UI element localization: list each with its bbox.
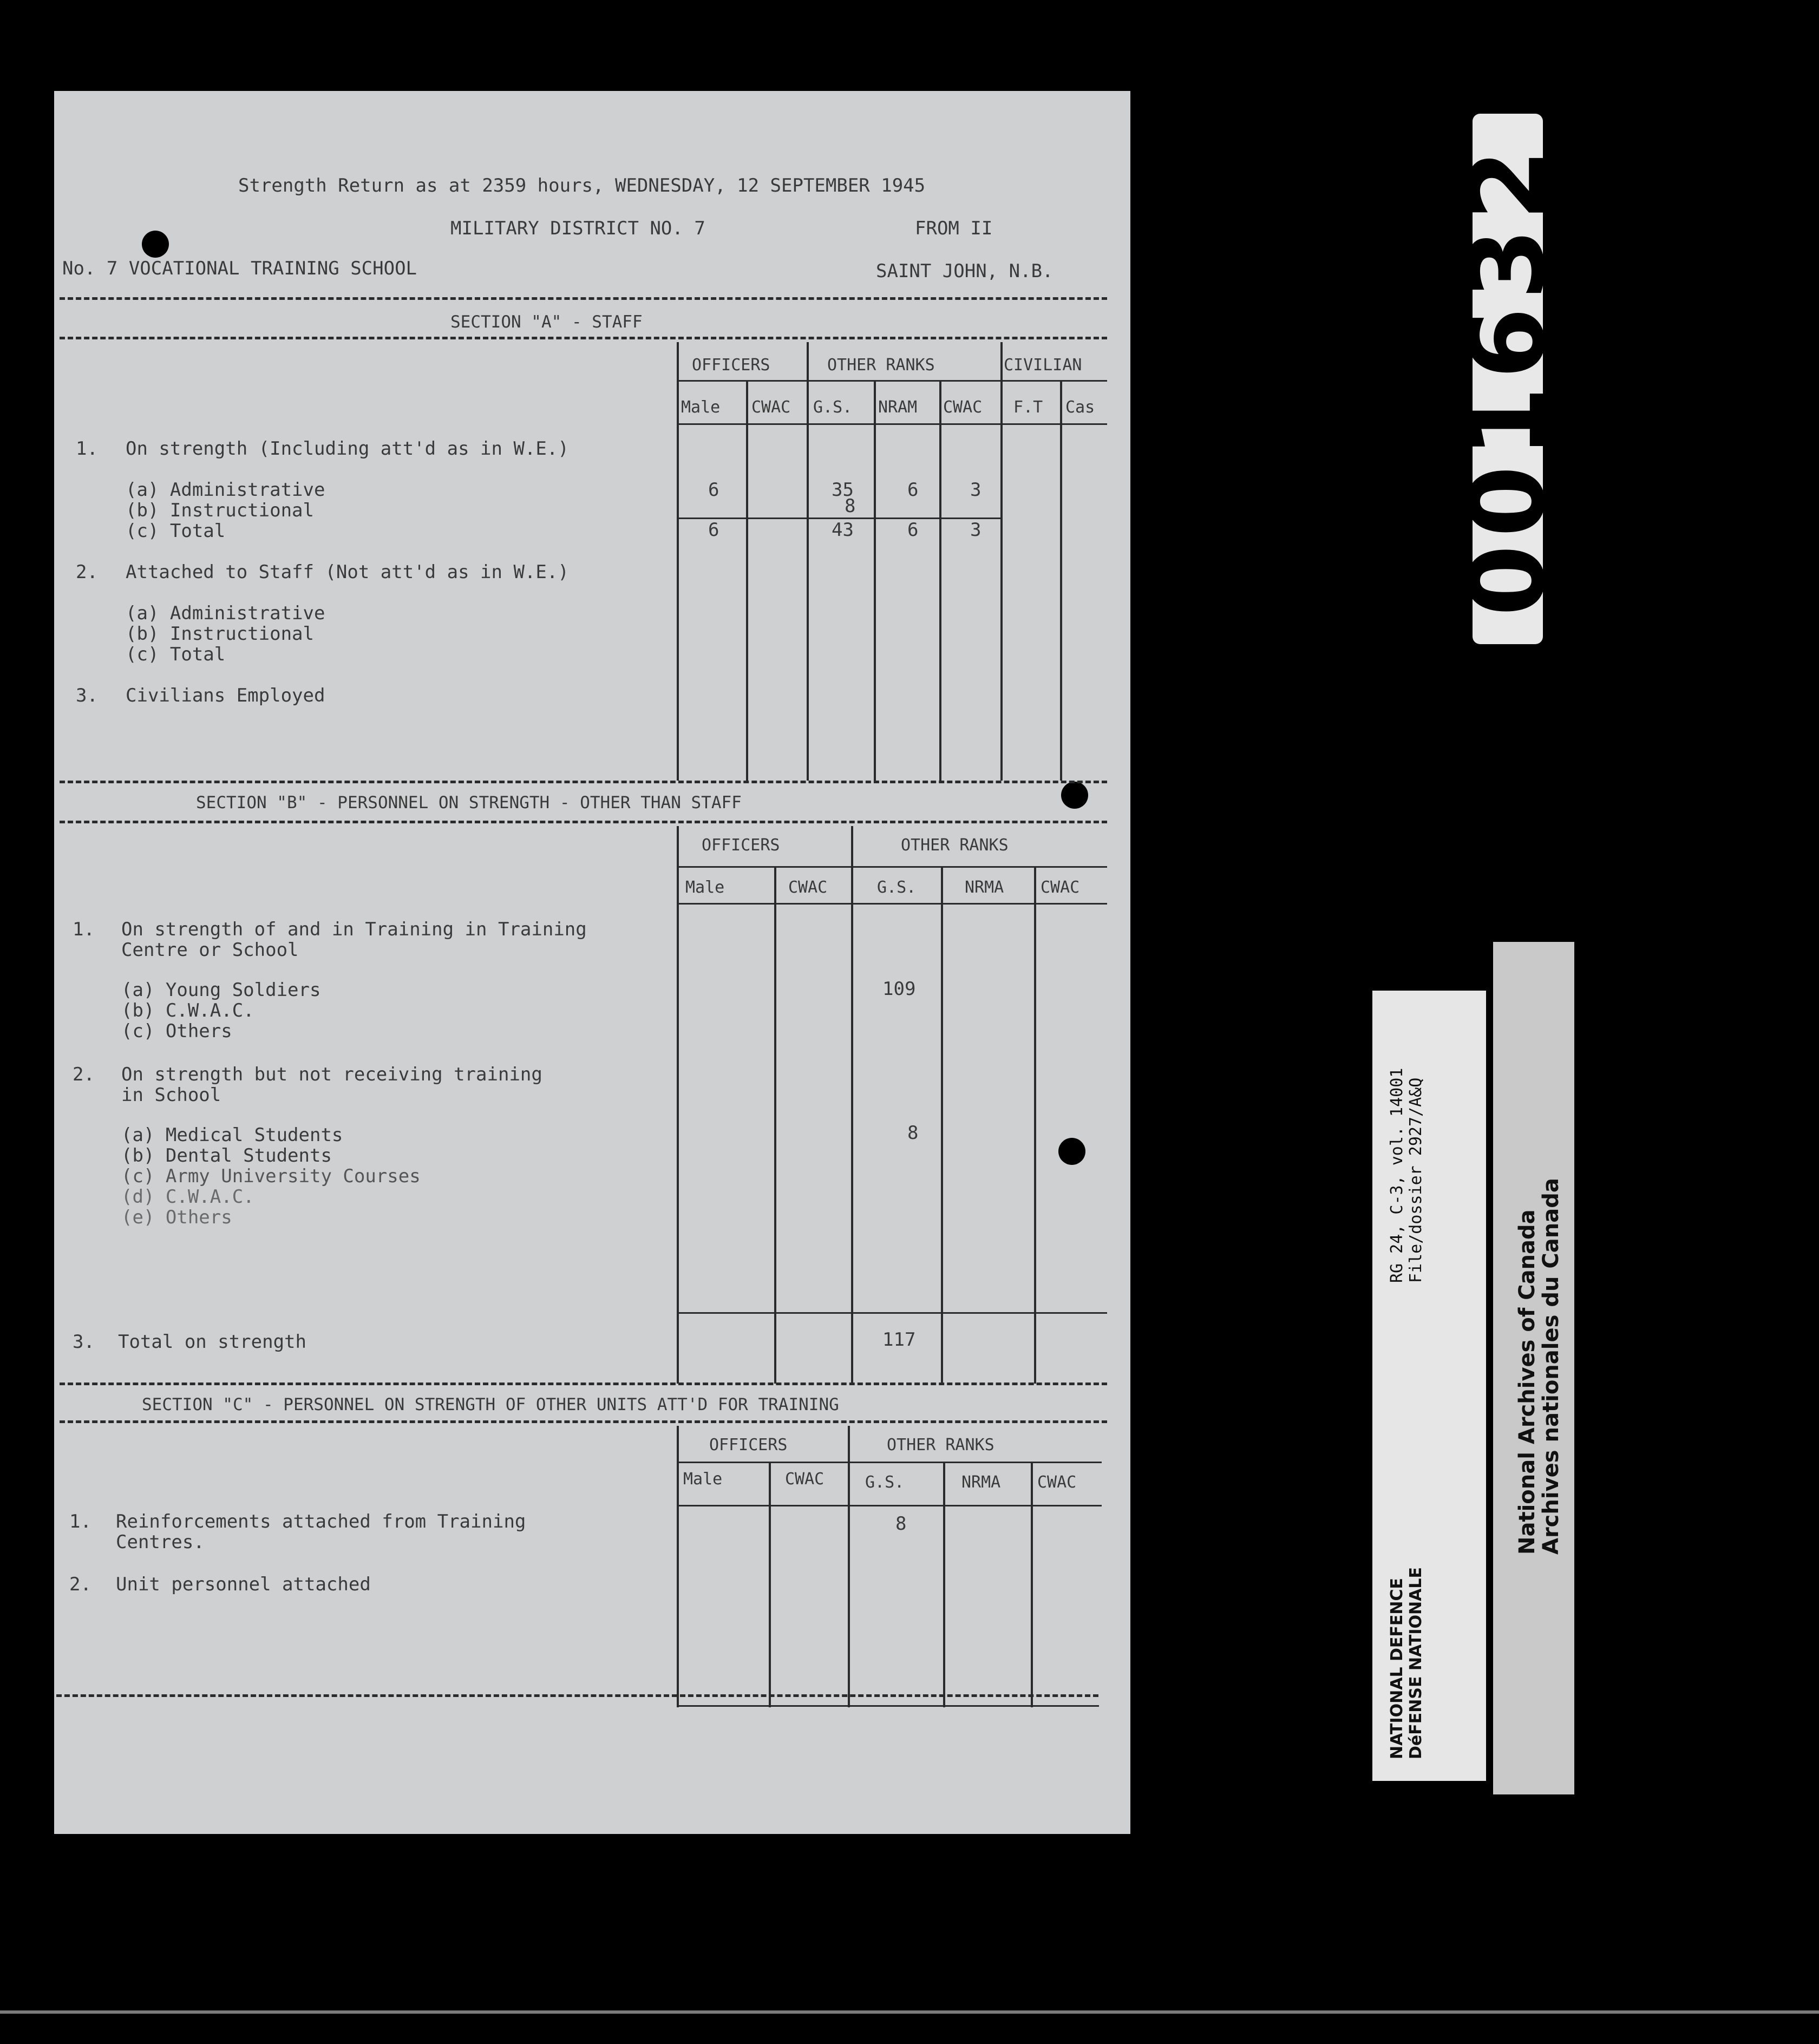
- film-edge: [0, 2010, 1819, 2014]
- row-label: On strength of and in Training in Training: [121, 919, 587, 940]
- col-cwac: CWAC: [785, 1470, 825, 1489]
- col-cwac: CWAC: [1041, 878, 1080, 897]
- row-label: Civilians Employed: [126, 685, 325, 706]
- col-cwac: CWAC: [943, 398, 983, 417]
- column-line: [746, 380, 748, 781]
- archives-name-fr: Archives nationales du Canada: [1539, 1178, 1563, 1555]
- cell-value: 3: [970, 519, 982, 541]
- row-label: (c) Total: [126, 644, 226, 665]
- col-nrma: NRMA: [965, 878, 1004, 897]
- row-number: 2.: [73, 1064, 95, 1085]
- rule: [60, 821, 1107, 823]
- row-number: 1.: [73, 919, 95, 940]
- cell-value: 6: [708, 519, 719, 541]
- cell-value: 6: [907, 519, 919, 541]
- cell-value: 35: [832, 479, 854, 501]
- row-label: (b) Instructional: [126, 500, 314, 521]
- column-line: [1060, 380, 1062, 781]
- rule: [60, 297, 1107, 300]
- row-label: (a) Administrative: [126, 479, 325, 501]
- cell-value: 109: [882, 978, 916, 1000]
- frame-number: 001632: [1448, 141, 1568, 617]
- row-label: Reinforcements attached from Training: [116, 1511, 526, 1532]
- rule: [60, 1383, 1107, 1385]
- column-line: [677, 1426, 679, 1707]
- col-male: Male: [681, 398, 721, 417]
- row-number: 3.: [76, 685, 98, 706]
- section-b-title: SECTION "B" - PERSONNEL ON STRENGTH - OTHER THAN STAFF: [196, 793, 742, 813]
- row-label: (a) Administrative: [126, 602, 325, 624]
- column-line: [941, 866, 943, 1384]
- col-male: Male: [683, 1470, 723, 1489]
- column-line: [774, 866, 776, 1384]
- cell-value: 8: [845, 495, 856, 517]
- column-line: [677, 826, 679, 1384]
- cell-value: 6: [708, 479, 719, 501]
- row-label: Centre or School: [121, 939, 299, 961]
- form-label: FROM II: [915, 218, 993, 239]
- column-line: [939, 380, 941, 781]
- row-label: in School: [121, 1084, 221, 1106]
- row-label: On strength (Including att'd as in W.E.): [126, 438, 569, 460]
- col-group-officers: OFFICERS: [709, 1436, 788, 1455]
- col-cwac: CWAC: [751, 398, 791, 417]
- col-cwac: CWAC: [1037, 1473, 1077, 1492]
- document-page: [54, 91, 1130, 1834]
- column-line: [1034, 866, 1036, 1384]
- column-line: [848, 1426, 850, 1707]
- column-line: [943, 1462, 945, 1707]
- cell-value: 8: [895, 1513, 907, 1535]
- row-number: 1.: [76, 438, 98, 460]
- rule: [677, 1505, 1102, 1506]
- rule: [677, 1705, 1099, 1707]
- row-label: Total on strength: [118, 1331, 306, 1353]
- column-line: [677, 342, 679, 781]
- row-number: 2.: [76, 561, 98, 583]
- col-cas: Cas: [1065, 398, 1095, 417]
- frame-number-stamp: [1448, 114, 1568, 644]
- punch-hole: [1061, 782, 1088, 809]
- return-title: Strength Return as at 2359 hours, WEDNESDAY, 12 SEPTEMBER 1945: [238, 175, 926, 196]
- rule: [677, 1312, 1107, 1314]
- col-group-other-ranks: OTHER RANKS: [827, 356, 935, 375]
- cell-value: 6: [907, 479, 919, 501]
- cell-value: 117: [882, 1329, 916, 1351]
- column-line: [1031, 1462, 1033, 1707]
- column-line: [769, 1462, 771, 1707]
- row-label: (b) Instructional: [126, 623, 314, 645]
- row-label: (e) Others: [121, 1207, 232, 1228]
- row-label: On strength but not receiving training: [121, 1064, 542, 1085]
- reference-line-1: RG 24, C-3, vol. 14001: [1388, 1067, 1406, 1283]
- col-group-other-ranks: OTHER RANKS: [901, 836, 1009, 855]
- row-label: Centres.: [116, 1531, 205, 1553]
- rule: [677, 423, 1107, 425]
- column-line: [874, 380, 876, 781]
- row-label: (a) Medical Students: [121, 1124, 343, 1146]
- punch-hole: [1058, 1138, 1085, 1165]
- punch-hole: [142, 231, 169, 258]
- row-label: (c) Total: [126, 520, 226, 542]
- col-gs: G.S.: [877, 878, 917, 897]
- col-gs: G.S.: [865, 1473, 905, 1492]
- section-c-title: SECTION "C" - PERSONNEL ON STRENGTH OF OTHER UNITS ATT'D FOR TRAINING: [142, 1395, 839, 1414]
- row-number: 2.: [69, 1574, 91, 1595]
- rule: [677, 1462, 1102, 1463]
- rule: [60, 781, 1107, 783]
- row-label: Attached to Staff (Not att'd as in W.E.): [126, 561, 569, 583]
- col-nrma: NRAM: [878, 398, 918, 417]
- row-label: (c) Army University Courses: [121, 1165, 421, 1187]
- cell-value: 43: [832, 519, 854, 541]
- col-gs: G.S.: [813, 398, 853, 417]
- archives-name-en: National Archives of Canada: [1515, 1209, 1540, 1555]
- col-ft: F.T: [1013, 398, 1043, 417]
- column-line: [1000, 342, 1003, 781]
- row-label: (a) Young Soldiers: [121, 979, 321, 1001]
- unit-name: No. 7 VOCATIONAL TRAINING SCHOOL: [62, 258, 417, 279]
- row-label: Unit personnel attached: [116, 1574, 371, 1595]
- rule: [677, 866, 1107, 868]
- rule: [60, 337, 1107, 339]
- row-label: (b) C.W.A.C.: [121, 1000, 254, 1021]
- rule: [677, 380, 1107, 382]
- department-line-2: DéFENSE NATIONALE: [1406, 1567, 1425, 1759]
- cell-value: 3: [970, 479, 982, 501]
- column-line: [851, 826, 853, 1384]
- col-nrma: NRMA: [961, 1473, 1001, 1492]
- col-group-officers: OFFICERS: [702, 836, 780, 855]
- col-group-other-ranks: OTHER RANKS: [887, 1436, 994, 1455]
- unit-location: SAINT JOHN, N.B.: [876, 260, 1054, 282]
- row-number: 1.: [69, 1511, 91, 1532]
- department-line-1: NATIONAL DEFENCE: [1388, 1577, 1406, 1759]
- section-a-title: SECTION "A" - STAFF: [450, 312, 643, 332]
- rule: [677, 903, 1107, 905]
- col-male: Male: [685, 878, 725, 897]
- col-group-officers: OFFICERS: [692, 356, 770, 375]
- col-cwac: CWAC: [788, 878, 828, 897]
- row-number: 3.: [73, 1331, 95, 1353]
- reference-line-2: File/dossier 2927/A&Q: [1406, 1077, 1425, 1283]
- row-label: (d) C.W.A.C.: [121, 1186, 254, 1208]
- district-label: MILITARY DISTRICT NO. 7: [450, 218, 705, 239]
- column-line: [807, 342, 809, 781]
- row-label: (c) Others: [121, 1020, 232, 1042]
- col-group-civilian: CIVILIAN: [1004, 356, 1082, 375]
- cell-value: 8: [907, 1122, 919, 1144]
- rule: [60, 1420, 1107, 1423]
- row-label: (b) Dental Students: [121, 1145, 332, 1167]
- rule: [56, 1694, 1098, 1697]
